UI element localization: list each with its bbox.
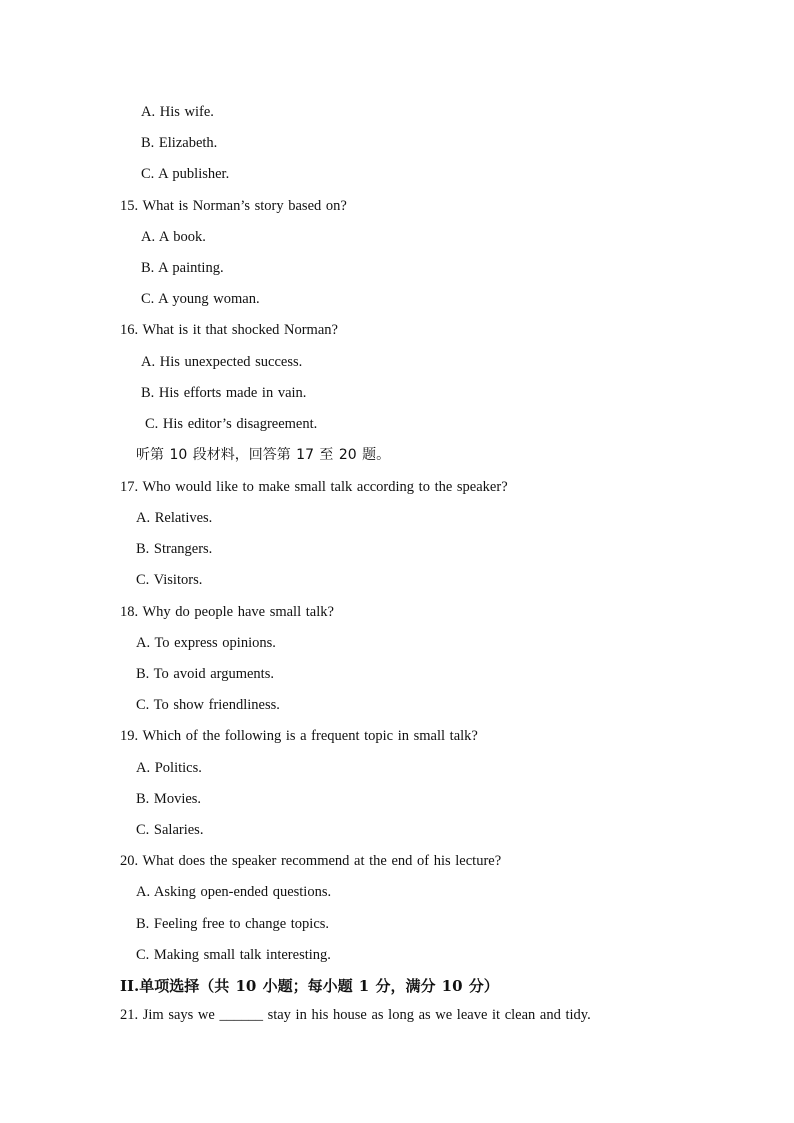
q15-option-a: A. A book.: [141, 229, 206, 245]
q18-option-c: C. To show friendliness.: [136, 697, 280, 713]
q15-question: 15. What is Norman’s story based on?: [120, 198, 347, 214]
q14-option-b: B. Elizabeth.: [141, 135, 218, 151]
q15-option-c: C. A young woman.: [141, 291, 260, 307]
q16-option-b: B. His efforts made in vain.: [141, 385, 307, 401]
q18-option-a: A. To express opinions.: [136, 635, 276, 651]
q17-option-b: B. Strangers.: [136, 541, 213, 557]
q16-option-a: A. His unexpected success.: [141, 354, 303, 370]
q20-question: 20. What does the speaker recommend at the end of his lecture?: [120, 853, 502, 869]
q18-option-b: B. To avoid arguments.: [136, 666, 274, 682]
q19-option-c: C. Salaries.: [136, 822, 204, 838]
q17-question: 17. Who would like to make small talk according to the speaker?: [120, 479, 508, 495]
q15-option-b: B. A painting.: [141, 260, 224, 276]
q16-question: 16. What is it that shocked Norman?: [120, 322, 338, 338]
q19-option-a: A. Politics.: [136, 760, 202, 776]
section-2-heading: II.单项选择（共 10 小题；每小题 1 分，满分 10 分）: [120, 977, 499, 995]
q19-question: 19. Which of the following is a frequent topic in small talk?: [120, 728, 478, 744]
q14-option-c: C. A publisher.: [141, 166, 230, 182]
q18-question: 18. Why do people have small talk?: [120, 604, 334, 620]
listening-instruction: 听第 10 段材料，回答第 17 至 20 题。: [136, 447, 391, 463]
q20-option-b: B. Feeling free to change topics.: [136, 916, 330, 932]
q14-option-a: A. His wife.: [141, 104, 214, 120]
q21-question: 21. Jim says we ______ stay in his house as long as we leave it clean and tidy.: [120, 1007, 591, 1023]
q16-option-c: C. His editor’s disagreement.: [145, 416, 318, 432]
q17-option-a: A. Relatives.: [136, 510, 213, 526]
q19-option-b: B. Movies.: [136, 791, 202, 807]
q17-option-c: C. Visitors.: [136, 572, 203, 588]
q20-option-c: C. Making small talk interesting.: [136, 947, 331, 963]
q20-option-a: A. Asking open-ended questions.: [136, 884, 332, 900]
